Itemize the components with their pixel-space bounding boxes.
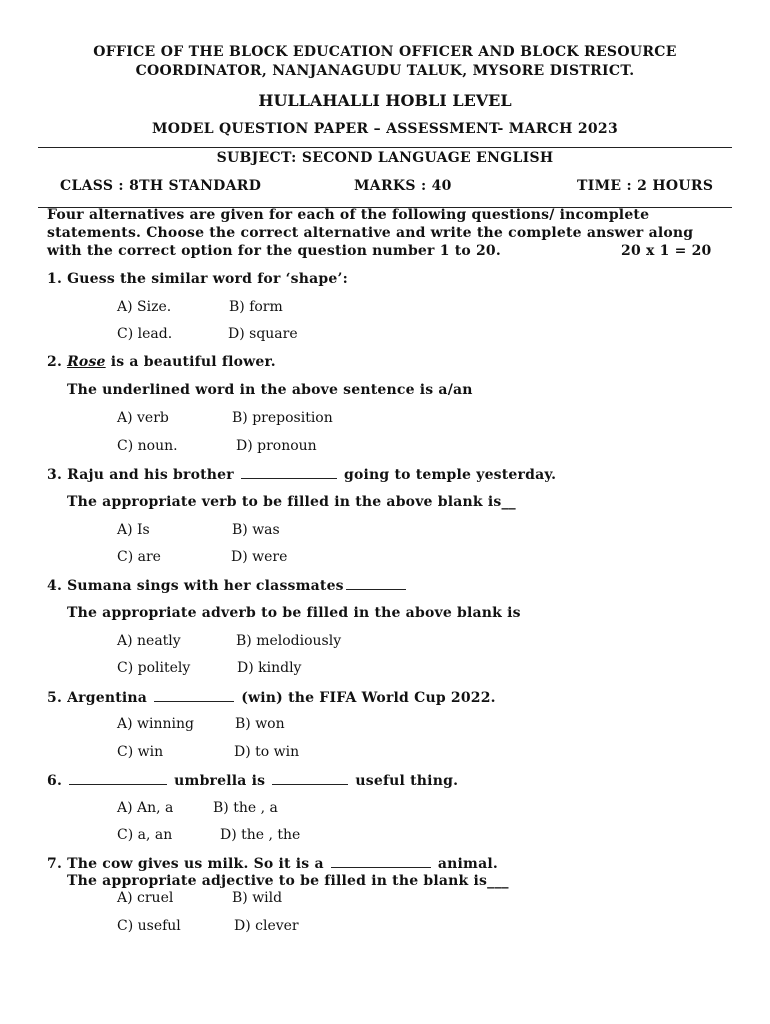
q6-option-a: A) An, a (117, 800, 174, 816)
q2-underlined-word: Rose (67, 354, 106, 370)
time-label: TIME : 2 HOURS (577, 178, 714, 194)
question-7 (47, 855, 498, 872)
marks-label: MARKS : 40 (354, 178, 452, 194)
q4-option-d: D) kindly (237, 660, 302, 676)
instructions-line3: with the correct option for the question number 1 to 20. (47, 243, 501, 259)
instructions-line2: statements. Choose the correct alternative and write the complete answer along (47, 225, 694, 241)
q5-text-start: 5. Argentina (47, 690, 148, 706)
question-1: 1. Guess the similar word for ‘shape’: (47, 271, 348, 287)
q7-option-b: B) wild (232, 890, 283, 906)
q3-option-d: D) were (231, 549, 288, 565)
q4-option-c: C) politely (117, 660, 191, 676)
q2-option-d: D) pronoun (236, 438, 317, 454)
q3-blank (241, 466, 337, 479)
q6-blank-2 (272, 772, 348, 785)
office-title-line2: COORDINATOR, NANJANAGUDU TALUK, MYSORE DISTRICT. (135, 63, 635, 79)
q6-text-end: useful thing. (355, 773, 459, 789)
q1-option-c: C) lead. (117, 326, 173, 342)
q6-option-c: C) a, an (117, 827, 173, 843)
q7-option-c: C) useful (117, 918, 181, 934)
q5-option-d: D) to win (234, 744, 300, 760)
question-7-prompt: The appropriate adjective to be filled in the blank is___ (67, 873, 509, 889)
header-divider-top (38, 147, 732, 148)
q6-blank-1 (69, 772, 167, 785)
question-4-prompt: The appropriate adverb to be filled in the above blank is (67, 605, 521, 621)
q6-option-b: B) the , a (213, 800, 278, 816)
q5-option-c: C) win (117, 744, 164, 760)
question-6 (47, 772, 458, 789)
question-3-prompt: The appropriate verb to be filled in the above blank is__ (67, 494, 516, 510)
q6-number: 6. (47, 773, 63, 789)
question-4 (47, 577, 408, 594)
q2-option-a: A) verb (117, 410, 169, 426)
office-title-line1: OFFICE OF THE BLOCK EDUCATION OFFICER AND BLOCK RESOURCE (93, 44, 677, 60)
question-2-prompt: The underlined word in the above sentence is a/an (67, 382, 473, 398)
q6-text-middle: umbrella is (174, 773, 266, 789)
q7-text-end: animal. (437, 856, 498, 872)
q1-option-d: D) square (228, 326, 298, 342)
q4-option-b: B) melodiously (236, 633, 342, 649)
q7-option-a: A) cruel (117, 890, 174, 906)
subject-title: SUBJECT: SECOND LANGUAGE ENGLISH (216, 150, 554, 166)
q1-option-a: A) Size. (117, 299, 172, 315)
q7-blank (331, 855, 431, 868)
paper-title: MODEL QUESTION PAPER – ASSESSMENT- MARCH 2023 (151, 121, 618, 137)
q5-blank (154, 689, 234, 702)
q5-text-end: (win) the FIFA World Cup 2022. (241, 690, 496, 706)
q3-option-b: B) was (232, 522, 280, 538)
q4-option-a: A) neatly (117, 633, 181, 649)
q7-text-start: 7. The cow gives us milk. So it is a (47, 856, 324, 872)
q3-option-c: C) are (117, 549, 161, 565)
instructions-line1: Four alternatives are given for each of the following questions/ incomplete (47, 207, 650, 223)
q5-option-b: B) won (235, 716, 285, 732)
question-3 (47, 466, 556, 483)
q1-option-b: B) form (229, 299, 283, 315)
q3-text-end: going to temple yesterday. (344, 467, 557, 483)
q3-text-start: 3. Raju and his brother (47, 467, 234, 483)
q5-option-a: A) winning (117, 716, 194, 732)
q2-number: 2. (47, 354, 63, 370)
q2-sentence-rest: is a beautiful flower. (105, 354, 276, 370)
q2-option-b: B) preposition (232, 410, 333, 426)
q4-blank (346, 577, 406, 590)
q6-option-d: D) the , the (220, 827, 301, 843)
q4-text: 4. Sumana sings with her classmates (47, 578, 344, 594)
question-5 (47, 689, 496, 706)
question-2 (47, 354, 276, 370)
q7-option-d: D) clever (234, 918, 299, 934)
class-label: CLASS : 8TH STANDARD (60, 178, 262, 194)
q2-option-c: C) noun. (117, 438, 178, 454)
q3-option-a: A) Is (117, 522, 150, 538)
hobli-level-title: HULLAHALLI HOBLI LEVEL (258, 91, 512, 110)
score-label: 20 x 1 = 20 (621, 243, 712, 259)
